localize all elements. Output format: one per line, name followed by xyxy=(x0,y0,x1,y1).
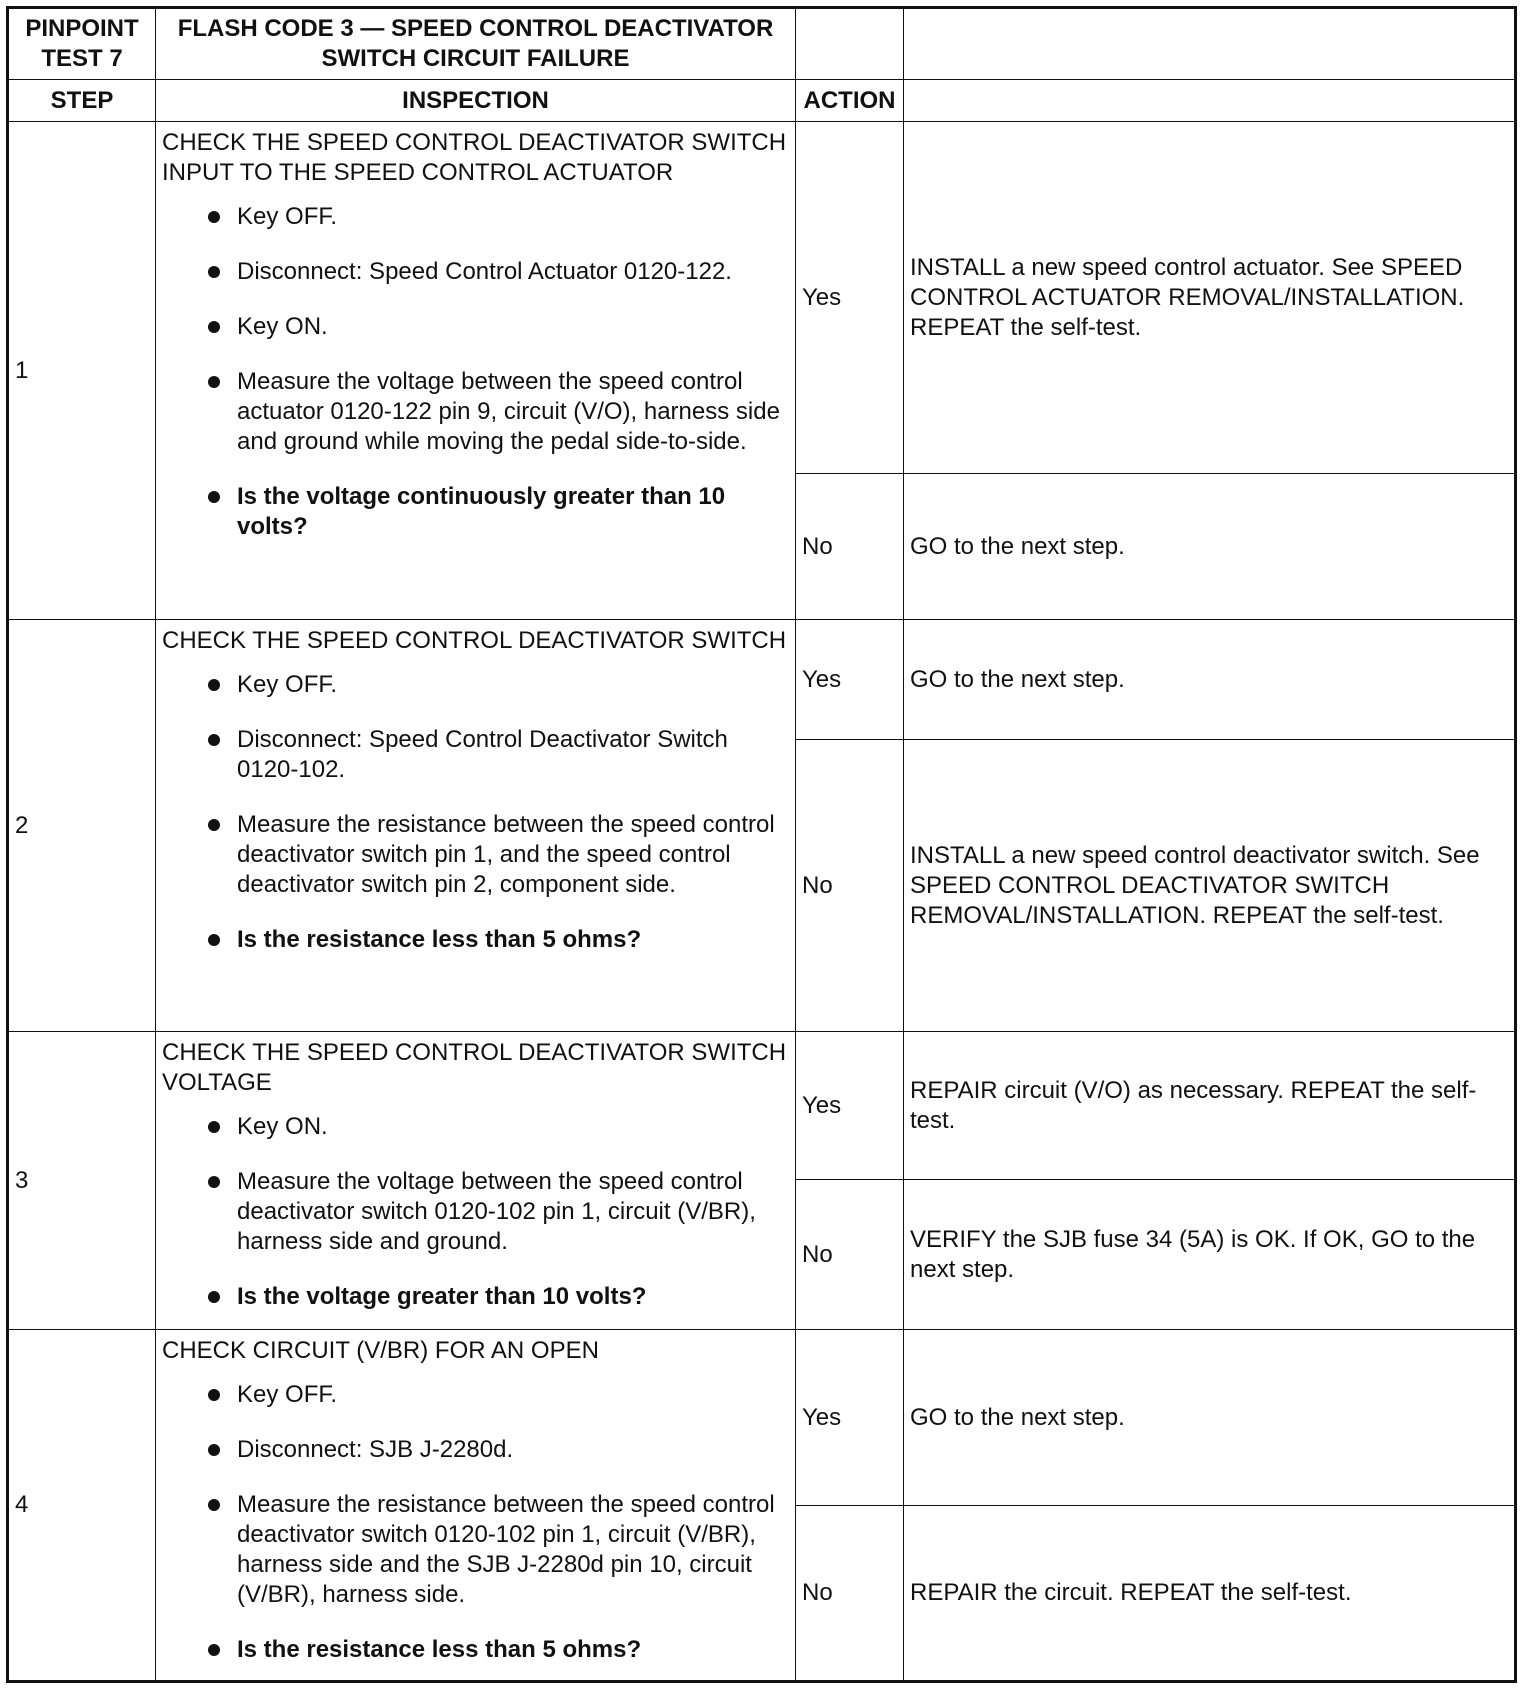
page-title: FLASH CODE 3 — SPEED CONTROL DEACTIVATOR SWITCH CIRCUIT FAILURE xyxy=(156,8,796,80)
result-yes-label: Yes xyxy=(796,1330,904,1506)
inspection-question xyxy=(162,482,789,542)
bullet-dot-icon xyxy=(208,211,220,223)
result-no-label: No xyxy=(796,1506,904,1682)
column-header-step: STEP xyxy=(8,80,156,122)
inspection-bullet xyxy=(162,725,789,785)
inspection-bullet xyxy=(162,810,789,900)
column-header-blank xyxy=(904,80,1516,122)
bullet-dot-icon xyxy=(208,1644,220,1656)
inspection-bullet-text: Measure the voltage between the speed control actuator 0120-122 pin 9, circuit (V/O), harness side and ground while moving the pedal side-to-side. xyxy=(237,368,780,455)
bullet-dot-icon xyxy=(208,679,220,691)
inspection-question-text: Is the voltage continuously greater than 10 volts? xyxy=(237,483,726,540)
inspection-bullet xyxy=(162,1167,789,1257)
step-number: 4 xyxy=(8,1330,156,1682)
inspection-question xyxy=(162,1282,789,1312)
inspection-bullet-list xyxy=(162,1380,789,1665)
title-blank-cell xyxy=(796,8,904,80)
step-number: 2 xyxy=(8,620,156,1032)
bullet-dot-icon xyxy=(208,376,220,388)
inspection-bullet-text: Measure the resistance between the speed control deactivator switch pin 1, and the speed control deactivator switch pin 2, component side. xyxy=(237,811,775,898)
inspection-bullet xyxy=(162,1112,789,1142)
inspection-bullet xyxy=(162,257,789,287)
column-header-action: ACTION xyxy=(796,80,904,122)
result-yes-action: GO to the next step. xyxy=(904,1330,1516,1506)
inspection-question xyxy=(162,925,789,955)
step-number: 3 xyxy=(8,1032,156,1330)
result-yes-action: INSTALL a new speed control actuator. See SPEED CONTROL ACTUATOR REMOVAL/INSTALLATION. REPEAT the self-test. xyxy=(904,122,1516,474)
bullet-dot-icon xyxy=(208,491,220,503)
bullet-dot-icon xyxy=(208,321,220,333)
result-no-action: GO to the next step. xyxy=(904,474,1516,620)
bullet-dot-icon xyxy=(208,1389,220,1401)
inspection-bullet-text: Measure the resistance between the speed control deactivator switch 0120-102 pin 1, circuit (V/BR), harness side and the SJB J-2280d pin 10, circuit (V/BR), harness side. xyxy=(237,1491,775,1608)
result-yes-action: REPAIR circuit (V/O) as necessary. REPEAT the self-test. xyxy=(904,1032,1516,1180)
column-header-inspection: INSPECTION xyxy=(156,80,796,122)
inspection-bullet xyxy=(162,367,789,457)
bullet-dot-icon xyxy=(208,1444,220,1456)
inspection-bullet-text: Key OFF. xyxy=(237,1381,338,1408)
bullet-dot-icon xyxy=(208,819,220,831)
inspection-question-text: Is the resistance less than 5 ohms? xyxy=(237,1636,642,1663)
result-yes-label: Yes xyxy=(796,620,904,740)
step-row xyxy=(8,620,1516,740)
bullet-dot-icon xyxy=(208,734,220,746)
result-yes-action: GO to the next step. xyxy=(904,620,1516,740)
result-yes-label: Yes xyxy=(796,122,904,474)
bullet-dot-icon xyxy=(208,1291,220,1303)
result-no-label: No xyxy=(796,740,904,1032)
inspection-bullet-text: Disconnect: SJB J-2280d. xyxy=(237,1436,514,1463)
inspection-title: CHECK THE SPEED CONTROL DEACTIVATOR SWITCH INPUT TO THE SPEED CONTROL ACTUATOR xyxy=(162,129,787,186)
inspection-question-text: Is the voltage greater than 10 volts? xyxy=(237,1283,647,1310)
pinpoint-test-table xyxy=(6,6,1517,1683)
inspection-bullet xyxy=(162,1490,789,1610)
inspection-bullet-text: Disconnect: Speed Control Deactivator Switch 0120-102. xyxy=(237,726,728,783)
inspection-bullet xyxy=(162,312,789,342)
result-no-label: No xyxy=(796,474,904,620)
inspection-cell xyxy=(156,1330,796,1682)
inspection-bullet-list xyxy=(162,1112,789,1312)
result-yes-label: Yes xyxy=(796,1032,904,1180)
result-no-action: REPAIR the circuit. REPEAT the self-test. xyxy=(904,1506,1516,1682)
result-no-label: No xyxy=(796,1180,904,1330)
bullet-dot-icon xyxy=(208,1499,220,1511)
inspection-question-text: Is the resistance less than 5 ohms? xyxy=(237,926,642,953)
bullet-dot-icon xyxy=(208,1121,220,1133)
result-no-action: INSTALL a new speed control deactivator switch. See SPEED CONTROL DEACTIVATOR SWITCH REMOVAL/INSTALLATION. REPEAT the self-test. xyxy=(904,740,1516,1032)
title-blank-cell xyxy=(904,8,1516,80)
inspection-cell xyxy=(156,620,796,1032)
step-number: 1 xyxy=(8,122,156,620)
inspection-bullet-list xyxy=(162,670,789,955)
inspection-bullet xyxy=(162,1380,789,1410)
step-row xyxy=(8,122,1516,474)
inspection-bullet-text: Key OFF. xyxy=(237,203,338,230)
inspection-bullet-text: Disconnect: Speed Control Actuator 0120-122. xyxy=(237,258,732,285)
inspection-cell xyxy=(156,122,796,620)
inspection-bullet-list xyxy=(162,202,789,542)
inspection-cell xyxy=(156,1032,796,1330)
step-row xyxy=(8,1330,1516,1506)
inspection-title: CHECK THE SPEED CONTROL DEACTIVATOR SWITCH VOLTAGE xyxy=(162,1039,787,1096)
bullet-dot-icon xyxy=(208,934,220,946)
inspection-bullet-text: Key OFF. xyxy=(237,671,338,698)
inspection-bullet xyxy=(162,670,789,700)
test-id: PINPOINT TEST 7 xyxy=(8,8,156,80)
inspection-bullet xyxy=(162,1435,789,1465)
inspection-bullet-text: Measure the voltage between the speed control deactivator switch 0120-102 pin 1, circuit (V/BR), harness side and ground. xyxy=(237,1168,756,1255)
bullet-dot-icon xyxy=(208,266,220,278)
inspection-bullet-text: Key ON. xyxy=(237,313,328,340)
column-header-row xyxy=(8,80,1516,122)
inspection-bullet xyxy=(162,202,789,232)
inspection-question xyxy=(162,1635,789,1665)
result-no-action: VERIFY the SJB fuse 34 (5A) is OK. If OK, GO to the next step. xyxy=(904,1180,1516,1330)
inspection-title: CHECK THE SPEED CONTROL DEACTIVATOR SWITCH xyxy=(162,627,787,654)
inspection-title: CHECK CIRCUIT (V/BR) FOR AN OPEN xyxy=(162,1337,599,1364)
step-row xyxy=(8,1032,1516,1180)
inspection-bullet-text: Key ON. xyxy=(237,1113,328,1140)
title-row xyxy=(8,8,1516,80)
bullet-dot-icon xyxy=(208,1176,220,1188)
